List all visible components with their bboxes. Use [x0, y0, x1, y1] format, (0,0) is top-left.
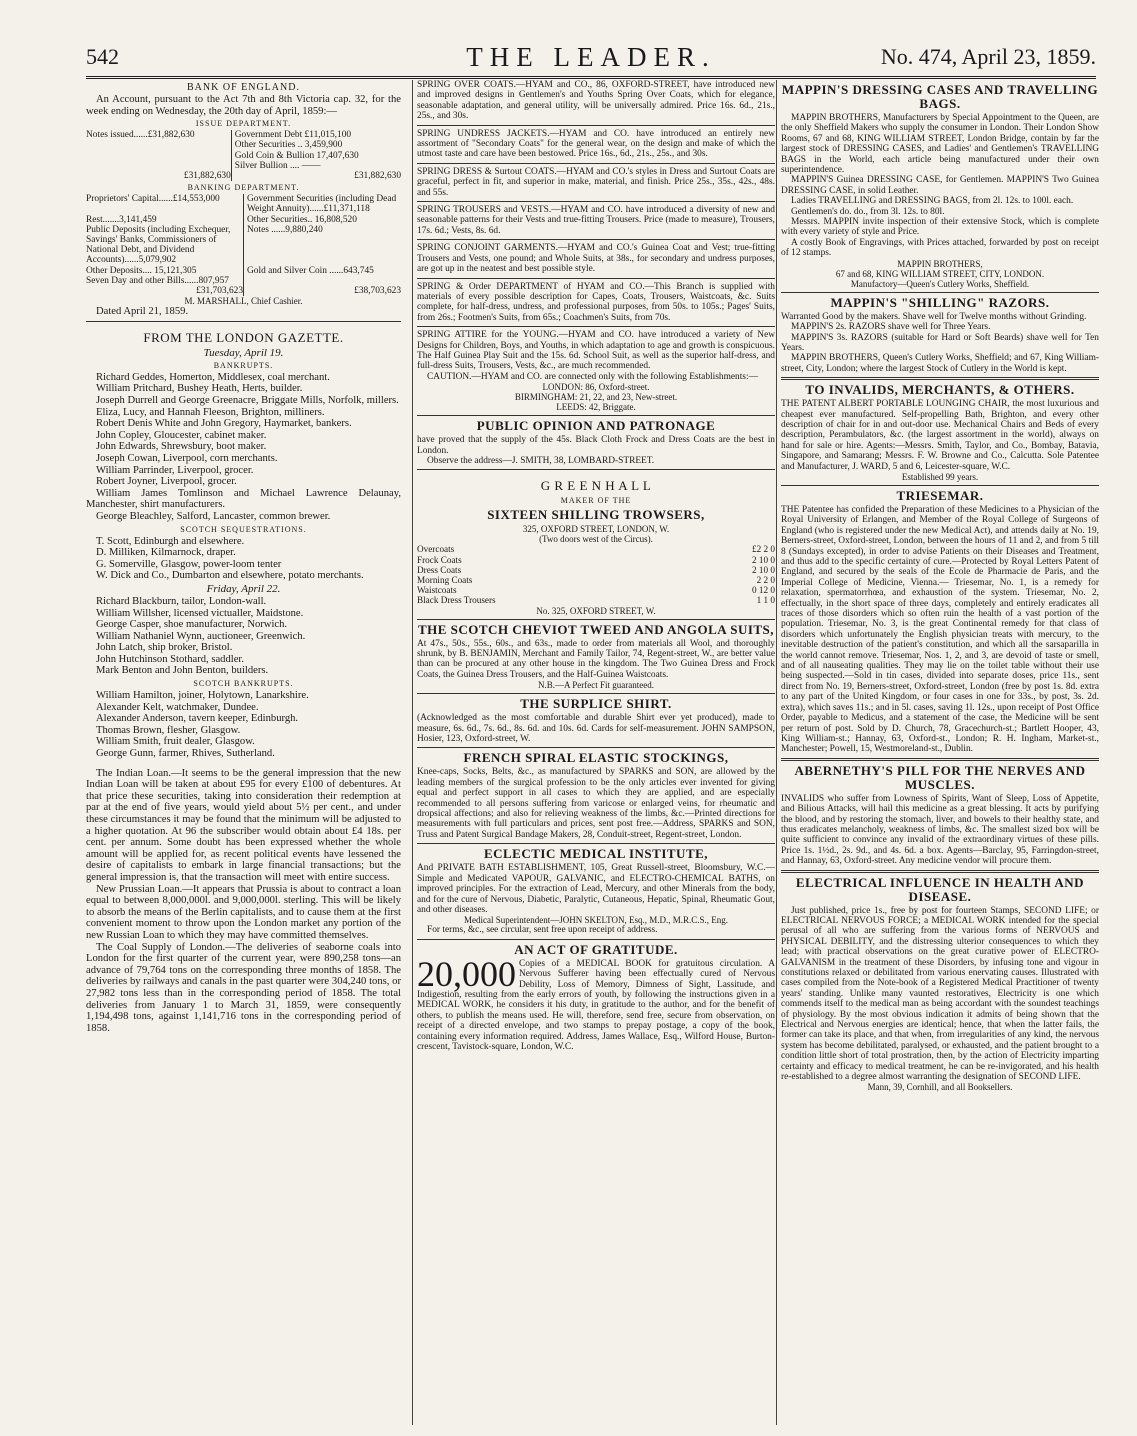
cell: Rest.......3,141,459	[86, 214, 157, 225]
eclectic-text: And PRIVATE BATH ESTABLISHMENT, 105, Great Russell-street, Bloomsbury, W.C.—Simple and Medicated VAPOUR, GALVANIC, and ELECTRO-CHEMICAL BATHS, on improved principles. For the extraction of Lead, Mercury, and other Minerals from the body, and for the cure of Nervous, Diabetic, Paralytic, Cutaneous, Hepatic, Spinal, Rheumatic Gout, and other diseases.	[417, 863, 775, 915]
table-row	[417, 565, 775, 575]
mappin-address: 67 and 68, KING WILLIAM STREET, CITY, LONDON.	[835, 268, 1045, 279]
mappin-p6: A costly Book of Engravings, with Prices attached, forwarded by post on receipt of 12 stamps.	[781, 237, 1099, 259]
invalids-text: THE PATENT ALBERT PORTABLE LOUNGING CHAIR, the most luxurious and cheapest ever manufactured. Self-propelling Bath, Brighton, and every other description of chair for in and out-door use. Mechanical Chairs and Beds of every description, Perambulators, &c. (the largest assortment in the world), always on hand for sale or hire. Agents:—Messrs. Smith, Taylor, and Co., Bombay, Batavia, Singapore, and Samarang; Messrs. F. W. Browne and Co., Calcutta. Sole Patentee and Manufacturer, J. WARD, 5 and 6, Leicester-square, W.C.	[781, 399, 1099, 472]
divider	[417, 326, 775, 327]
cell: £31,703,623	[196, 286, 243, 297]
ad-spring-dress-coats: SPRING DRESS & Surtout COATS.—HYAM and CO.'s styles in Dress and Surtout Coats are graceful, perfect in fit, and superior in make, material, and finish. Price 25s., 35s., 42s., 48s. and 55s.	[417, 166, 775, 198]
mappin-title: MAPPIN'S DRESSING CASES AND TRAVELLING BAGS.	[781, 82, 1099, 111]
electrical-title: ELECTRICAL INFLUENCE IN HEALTH AND DISEASE.	[795, 874, 1085, 904]
list-item: Eliza, Lucy, and Hannah Fleeson, Brighton, milliners.	[96, 406, 325, 418]
electrical-signature: Mann, 39, Cornhill, and all Booksellers.	[867, 1082, 1013, 1093]
table-row	[86, 276, 401, 286]
list-item: G. Somerville, Glasgow, power-loom tenter	[96, 558, 282, 570]
divider	[86, 321, 401, 322]
price-table	[417, 544, 775, 605]
ad-spring-conjoint: SPRING CONJOINT GARMENTS.—HYAM and CO.'s Guinea Coat and Vest; true-fitting Trousers and Vests, one pound; and Whole Suits, at 38s., for secondary and undress purposes, are got up in the neatest and best possible style.	[417, 243, 775, 275]
divider	[417, 747, 775, 748]
french-title: FRENCH SPIRAL ELASTIC STOCKINGS,	[463, 750, 729, 766]
list-item: Richard Blackburn, tailor, London-wall.	[96, 595, 267, 607]
table-row	[86, 161, 401, 171]
cell: Other Securities .. 3,459,900	[231, 140, 401, 150]
electrical-text: Just published, price 1s., free by post for fourteen Stamps, SECOND LIFE; or ELECTRICAL NERVOUS FORCE; a MEDICAL WORK intended for the special perusal of all who are suffering from the various forms of NERVOUS and PHYSICAL DEBILITY, and the distressing ulterior consequences to which they lead; with practical observations on the great curative power of ELECTRO-GALVANISM in the treatment of these Disorders, by infusing tone and vigour in constitutions relaxed or debilitated from various enervating causes. Illustrated with cases compiled from the Note-book of a Registered Medical Practitioner of twenty years' standing. Unlike many vaunted restoratives, Electricity is one which commends itself to the medical man as being accordant with the soundest teachings of physiology. By the most obvious indication it admits of being shown that the Electrical and Nervous energies are identical; hence, that when the latter fails, the former can take its place, and that when, from irregularities of any kind, the nervous system has become debilitated, paralysed, or exhausted, and the patient brought to a condition little short of total prostration, then, by the action of Electricity imparting certainty and efficacy to medical treatment, he can be re-invigorated, and his health re-established to a degree almost warranting the designation of SECOND LIFE.	[781, 905, 1099, 1083]
list-item: William Hamilton, joiner, Holytown, Lanarkshire.	[96, 690, 309, 702]
surplice-title: THE SURPLICE SHIRT.	[520, 696, 672, 712]
list-item: Alexander Kelt, watchmaker, Dundee.	[96, 701, 259, 713]
cell: Government Debt £11,015,100	[231, 130, 401, 140]
issue-table	[86, 130, 401, 181]
gratitude-number: 20,000	[417, 953, 516, 994]
divider	[781, 758, 1099, 761]
greenhall-name: G R E E N H A L L	[540, 478, 652, 494]
razor-p2: MAPPIN'S 2s. RAZORS shave well for Three Years.	[791, 322, 991, 333]
bank-title: BANK OF ENGLAND.	[187, 82, 300, 93]
table-row	[86, 130, 401, 140]
surplice-text: (Acknowledged as the most comfortable and durable Shirt ever yet produced), made to measure, 6s. 6d., 7s. 6d., 8s. 6d. and 10s. 6d. Cards for self-measurement. JOHN SAMPSON, Hosier, 123, Oxford-street, W.	[417, 713, 775, 745]
triesemar-title: TRIESEMAR.	[896, 487, 984, 503]
table-row	[86, 215, 401, 225]
eclectic-superintendent: Medical Superintendent—JOHN SKELTON, Esq., M.D., M.R.C.S., Eng.	[464, 915, 728, 926]
table-row	[417, 555, 775, 565]
table-row	[86, 194, 401, 214]
cell: Overcoats	[417, 544, 455, 555]
scotch-sequestrations-label: SCOTCH SEQUESTRATIONS.	[180, 524, 307, 534]
mappin-p4: Gentlemen's do. do., from 3l. 12s. to 80l.	[791, 206, 945, 217]
list-item: William James Tomlinson and Michael Lawrence Delaunay, Manchester, shirt manufacturers.	[86, 487, 401, 511]
list-item: William Smith, fruit dealer, Glasgow.	[96, 736, 255, 748]
table-total-row	[86, 286, 401, 296]
abernethy-text: INVALIDS who suffer from Lowness of Spirits, Want of Sleep, Loss of Appetite, and Bilious Attacks, will hail this medicine as a great blessing. It acts by purifying the blood, and by restoring the stomach, liver, and bowels to their healthy state, and thus eradicates melancholy, weakness of limbs, &c. The smallest sized box will be quite sufficient to convince any invalid of the extraordinary virtues of these pills. Price 1s. 1½d., 2s. 9d., and 4s. 6d. a box. Agents—Barclay, 95, Farringdon-street, and Hannay, 63, Oxford-street. Any medicine vendor will procure them.	[781, 793, 1099, 867]
page-number: 542	[86, 44, 119, 69]
ad-spring-over-coats: SPRING OVER COATS.—HYAM and CO., 86, OXFORD-STREET, have introduced new and improved designs in Gentlemen's and Youths Spring Over Coats, which for elegance, seasonable adaptation, and general utility, will be universally admired. Price 16s. 6d., 21s., 25s., and 30s.	[417, 80, 775, 122]
bank-intro: An Account, pursuant to the Act 7th and 8th Victoria cap. 32, for the week ending on Wednesday, the 20th day of April, 1859:—	[86, 94, 401, 117]
french-text: Knee-caps, Socks, Belts, &c., as manufactured by SPARKS and SON, are allowed by the leading members of the surgical profession to be the only articles ever invented for giving equal and perfect support in all cases to which they are applied, and are especially recommended to all persons suffering from varicose or enlarged veins, for rheumatic and dropsical affections; and also for relieving weakness of the limbs, &c.—Printed directions for measurements with full particulars and prices, sent post free.—Address, SPARKS and SON, Truss and Patent Surgical Bandage Makers, 28, Conduit-street, Regent-street, London.	[417, 767, 775, 840]
cell: £2 2 0	[752, 544, 775, 555]
cell: 0 12 0	[752, 585, 775, 596]
cheviot-title: THE SCOTCH CHEVIOT TWEED AND ANGOLA SUITS,	[417, 621, 775, 637]
gazette-friday: Friday, April 22.	[206, 582, 281, 595]
list-item: D. Milliken, Kilmarnock, draper.	[96, 547, 236, 559]
cell: 1 1 0	[756, 595, 775, 606]
cheviot-nb: N.B.—A Perfect Fit guaranteed.	[538, 680, 654, 691]
ad-spring-attire-young: SPRING ATTIRE for the YOUNG.—HYAM and CO. have introduced a variety of New Designs for Children, Boys, and Youths, in which adaptation to age and growth is conspicuous. The Half Guinea Play Suit and the 15s. 6d. School Suit, as well as the superior half-dress, and full-dress Suits, Trousers, Vests, &c., are much recommended.	[417, 330, 775, 372]
sixteen-shilling-title: SIXTEEN SHILLING TROWSERS,	[487, 507, 705, 523]
dated-line: Dated April 21, 1859.	[96, 306, 189, 318]
divider	[417, 939, 775, 940]
list-item: Joseph Durrell and George Greenacre, Briggate Mills, Norfolk, millers.	[96, 395, 399, 407]
banking-table	[86, 194, 401, 296]
gazette-tuesday: Tuesday, April 19.	[203, 346, 284, 359]
list-item: Mark Benton and John Benton, builders.	[96, 665, 269, 677]
ad-spring-order-dept: SPRING & Order DEPARTMENT of HYAM and CO.—This Branch is supplied with materials of every possible description for Capes, Coats, Trousers, Waistcoats, &c. Suits complete, for half-dress, undress, and professional purposes, from 50s. to 105s.; Pages' Suits, from 26s.; Footmen's Suits, from 65s.; Coachmen's Suits, from 70s.	[417, 281, 775, 323]
list-item: Thomas Brown, flesher, Glasgow.	[96, 724, 241, 736]
column-1	[86, 80, 401, 1425]
list-item: John Edwards, Shrewsbury, boot maker.	[96, 441, 267, 453]
cell: Gold Coin & Bullion 17,407,630	[231, 151, 401, 161]
list-item: T. Scott, Edinburgh and elsewhere.	[96, 535, 245, 547]
caution-text: CAUTION.—HYAM and CO. are connected only with the following Establishments:—	[427, 371, 758, 382]
table-row	[86, 266, 401, 276]
opinion-title: PUBLIC OPINION AND PATRONAGE	[476, 418, 716, 434]
table-total-row	[86, 171, 401, 181]
gratitude-title: AN ACT OF GRATITUDE.	[514, 941, 678, 957]
cell: Gold and Silver Coin ......643,745	[244, 266, 402, 276]
table-row	[417, 585, 775, 595]
opinion-address: Observe the address—J. SMITH, 38, LOMBARD-STREET.	[427, 455, 655, 466]
scotch-bankrupts-label: SCOTCH BANKRUPTS.	[193, 679, 294, 689]
cell: £31,882,630	[231, 171, 401, 181]
ad-spring-undress-jackets: SPRING UNDRESS JACKETS.—HYAM and CO. have introduced an entirely new assortment of "Secondary Coats" for the general wear, on the design and make of which the utmost taste and care have been bestowed. Price 16s., 6d., 21s., 25s., and 30s.	[417, 128, 775, 160]
divider	[781, 485, 1099, 486]
cell: Government Securities (including Dead Weight Annuity)......£11,371,118	[244, 194, 402, 214]
bankrupts-label: BANKRUPTS.	[213, 360, 274, 370]
cell: Waistcoats	[417, 585, 457, 596]
invalids-title: TO INVALIDS, MERCHANTS, & OTHERS.	[805, 382, 1075, 398]
cell: Other Deposits.... 15,121,305	[86, 265, 197, 276]
cell	[244, 276, 402, 286]
indian-loan-article: The Indian Loan.—It seems to be the general impression that the new Indian Loan will be taken at about £95 for every £100 of debentures. At that price these securities, taking into consideration their redemption at par at the end of five years, would yield about 5½ per cent., and under these circumstances it may be found that the minimum will be adjusted to a higher quotation. At 96 the subscriber would obtain about £4 18s. per cent. per annum. Some doubt has been expressed whether the whole amount will be applied for, as recent political events have lessened the desire of capitalists to embark in large financial transactions; but the general impression is, that the transaction will meet with entire success.	[86, 767, 401, 883]
cell: Frock Coats	[417, 554, 462, 565]
list-item: John Hutchinson Stothard, saddler.	[96, 653, 245, 665]
list-item: Alexander Anderson, tavern keeper, Edinburgh.	[96, 713, 299, 725]
mappin-signature: MAPPIN BROTHERS,	[897, 258, 983, 269]
cell: Seven Day and other Bills......807,957	[86, 275, 229, 286]
cell	[86, 151, 231, 161]
table-row	[417, 575, 775, 585]
eclectic-terms: For terms, &c., see circular, sent free upon receipt of address.	[427, 925, 658, 936]
list-item: William Pritchard, Bushey Heath, Herts, builder.	[96, 383, 303, 395]
divider	[417, 415, 775, 416]
list-item: Joseph Cowan, Liverpool, corn merchants.	[96, 452, 278, 464]
cell: Silver Bullion .... ——	[231, 161, 401, 171]
issue-date: No. 474, April 23, 1859.	[880, 44, 1096, 69]
masthead-title: THE LEADER.	[466, 42, 716, 72]
eclectic-title: ECLECTIC MEDICAL INSTITUTE,	[483, 846, 709, 862]
opinion-text: have proved that the supply of the 45s. Black Cloth Frock and Dress Coats are the best in London.	[417, 435, 775, 456]
list-item: John Copley, Gloucester, cabinet maker.	[96, 429, 267, 441]
cell: Notes ......9,880,240	[244, 225, 402, 266]
cell: Public Deposits (including Exchequer, Savings' Banks, Commissioners of National Debt, and Dividend Accounts)......5,079,902	[86, 224, 231, 266]
divider	[417, 619, 775, 620]
mappin-works: Manufactory—Queen's Cutlery Works, Sheffield.	[850, 278, 1030, 289]
gratitude-text: Copies of a MEDICAL BOOK for gratuitous circulation. A Nervous Sufferer having been effectually cured of Nervous Debility, Loss of Memory, Dimness of Sight, Lassitude, and Indigestion, resulting from the early errors of youth, by following the instructions given in a MEDICAL WORK, he considers it his duty, in gratitude to the author, and for the benefit of others, to publish the means used. He will, therefore, send free, secure from observation, on receipt of a directed envelope, and two stamps to prepay postage, a copy of the book, containing every information required. Address, James Wallace, Esq., Wilford House, Burton-crescent, Tavistock-square, London, W.C.	[417, 958, 775, 1052]
table-row	[417, 544, 775, 554]
maker-label: MAKER OF THE	[560, 496, 632, 506]
divider	[417, 693, 775, 694]
list-item: Robert Denis White and John Gregory, Haymarket, bankers.	[96, 418, 352, 430]
banking-dept-label: BANKING DEPARTMENT.	[187, 183, 300, 193]
list-item: Richard Geddes, Homerton, Middlesex, coal merchant.	[96, 371, 330, 383]
divider	[417, 125, 775, 126]
divider	[417, 239, 775, 240]
list-item: William Willsher, licensed victualler, Maidstone.	[96, 607, 304, 619]
list-item: W. Dick and Co., Dumbarton and elsewhere, potato merchants.	[96, 570, 364, 582]
mappin-p2: MAPPIN'S Guinea DRESSING CASE, for Gentlemen. MAPPIN'S Two Guinea DRESSING CASE, in solid Leather.	[781, 175, 1099, 196]
cell: £38,703,623	[244, 286, 402, 296]
column-3	[776, 80, 1099, 1425]
divider	[781, 870, 1099, 873]
cell: 2 10 0	[752, 564, 775, 575]
establishment-birmingham: BIRMINGHAM: 21, 22, and 23, New-street.	[514, 392, 678, 403]
coal-supply-article: The Coal Supply of London.—The deliveries of seaborne coals into London for the first quarter of the current year, were 890,258 tons—an advance of 79,764 tons on the corresponding three months of 1858. The deliveries by railways and canals in the past quarter were 304,240 tons, or 27,982 tons less than in the corresponding period of 1858. The total deliveries from January 1 to March 31, 1859, were consequently 1,194,498 tons, against 1,141,716 tons in the corresponding period of 1858.	[86, 941, 401, 1034]
divider	[417, 163, 775, 164]
mappin-p3: Ladies TRAVELLING and DRESSING BAGS, from 2l. 12s. to 100l. each.	[791, 196, 1074, 207]
table-row	[86, 140, 401, 150]
divider	[417, 843, 775, 844]
razor-p3: MAPPIN'S 3s. RAZORS (suitable for Hard or Soft Beards) shave well for Ten Years.	[781, 332, 1099, 353]
cell: Other Securities.. 16,808,520	[244, 215, 402, 225]
razor-text: Warranted Good by the makers. Shave well for Twelve months without Grinding.	[781, 311, 1087, 322]
cell	[86, 140, 231, 150]
list-item: George Gunn, farmer, Rhives, Sutherland.	[96, 748, 275, 760]
cell: Proprietors' Capital......£14,553,000	[86, 194, 220, 205]
cashier-signature: M. MARSHALL, Chief Cashier.	[184, 296, 303, 307]
table-row	[86, 225, 401, 266]
table-row	[417, 595, 775, 605]
cheviot-text: At 47s., 50s., 55s., 60s., and 63s., made to order from materials all Wool, and thoroughly shrunk, by B. BENJAMIN, Merchant and Family Tailor, 74, Regent-street, W., are better value than can be procured at any other house in the kingdom. The Two Guinea Dress and Frock Coats, the Guinea Dress Trousers, and the Half-Guinea Waistcoats.	[417, 638, 775, 680]
list-item: George Casper, shoe manufacturer, Norwich.	[96, 619, 288, 631]
prussian-loan-article: New Prussian Loan.—It appears that Prussia is about to contract a loan equal to between 8,000,000l. and 9,000,000l. sterling. This will be likely to absorb the means of the Berlin capitalists, and to cause them at the first convenient moment to throw upon the London market any portion of the new Russian Loan to which they may have committed themselves.	[86, 883, 401, 941]
list-item: Robert Joyner, Liverpool, grocer.	[96, 476, 237, 488]
razor-p4: MAPPIN BROTHERS, Queen's Cutlery Works, Sheffield; and 67, King William-street, City, London; where the largest Stock of Cutlery in the World is kept.	[781, 353, 1099, 374]
list-item: William Nathaniel Wynn, auctioneer, Greenwich.	[96, 630, 306, 642]
cell: 2 2 0	[756, 574, 775, 585]
triesemar-text: THE Patentee has confided the Preparation of these Medicines to a Physician of the Royal University of Erlangen, and Member of the Royal College of Surgeons of England (who is registered under the new Medical Act), and attends daily at No. 19, Berners-street, Oxford-street, London, between the hours of 11 and 2, and from 5 till 8 (Sundays excepted), in order to advise Patients on their Diseases and Treatment, and thus add to the specific certainty of cure.—Protected by Royal Letters Patent of England, and secured by the seals of the Ecole de Pharmacie de Paris, and the Imperial College of Medicine, Vienna.— Triesemar, No. 1, is a remedy for relaxation, spermatorrhœa, and exhaustion of the system. Triesemar, No. 2, effectually, in the short space of three days, completely and entirely eradicates all traces of those disorders which so often ruin the health of a vast portion of the population. Triesemar, No. 3, is the great Continental remedy for that class of disorders which unfortunately the English physician treats with mercury, to the inevitable destruction of the patient's constitution, and which all the sarsaparilla in the world cannot remove. Triesemar, Nos. 1, 2, and 3, are devoid of taste or smell, and of all nauseating qualities. They may lie on the toilet table without their use being suspected.—Sold in tin cases, divided into separate doses, price 11s., sent direct from No. 19, Berners-street, Oxford-street, London (free by post 1s. 8d. extra to any part of the United Kingdom, or four cases in one for 33s., by post, 3s. 2d. extra), which saves 11s.; and in 5l. cases, saving 1l. 12s., upon receipt of Post Office Order, payable to Medicus, and a statement of the case, the Medicine will be sent per return of post. Sold by D. Church, 78, Gracechurch-st.; Bartlett Hooper, 43, King William-st.; Hannay, 63, Oxford-st., London; R. H. Ingham, Market-st., Manchester; Powell, 15, Westmoreland-st., Dublin.	[781, 504, 1099, 755]
divider	[781, 377, 1099, 380]
establishment-leeds: LEEDS: 42, Briggate.	[556, 402, 636, 413]
page-header	[86, 40, 1096, 79]
divider	[417, 201, 775, 202]
cell: Dress Coats	[417, 564, 462, 575]
razor-title: MAPPIN'S "SHILLING" RAZORS.	[830, 294, 1050, 310]
cell: Morning Coats	[417, 574, 473, 585]
abernethy-title: ABERNETHY'S PILL FOR THE NERVES AND MUSCLES.	[794, 762, 1086, 792]
cell: Notes issued......£31,882,630	[86, 130, 195, 141]
greenhall-doors: (Two doors west of the Circus).	[539, 534, 653, 545]
ad-spring-trousers: SPRING TROUSERS and VESTS.—HYAM and CO. have introduced a diversity of new and seasonable patterns for their Vests and true-fitting Trousers. Price (made to measure), Trousers, 17s. 6d.; Vests, 8s. 6d.	[417, 205, 775, 236]
list-item: George Bleachley, Salford, Lancaster, common brewer.	[96, 510, 331, 522]
cell	[86, 161, 231, 171]
cell: 2 10 0	[752, 554, 775, 565]
gazette-title: FROM THE LONDON GAZETTE.	[143, 329, 344, 345]
divider	[417, 278, 775, 279]
column-2	[412, 80, 775, 1425]
divider	[781, 292, 1099, 293]
invalids-established: Established 99 years.	[901, 471, 979, 482]
list-item: John Latch, ship broker, Bristol.	[96, 642, 233, 654]
greenhall-footer: No. 325, OXFORD STREET, W.	[536, 605, 656, 616]
divider	[417, 469, 775, 470]
establishment-london: LONDON: 86, Oxford-street.	[542, 382, 650, 393]
mappin-p5: Messrs. MAPPIN invite inspection of their extensive Stock, which is complete with every variety of style and Price.	[781, 217, 1099, 238]
cell: £31,882,630	[183, 171, 231, 181]
mappin-text: MAPPIN BROTHERS, Manufacturers by Special Appointment to the Queen, are the only Sheffield Makers who supply the consumer in London. Their London Show Rooms, 67 and 68, KING WILLIAM STREET, London Bridge, contain by far the largest stock of DRESSING CASES, and Ladies' and Gentlemen's TRAVELLING BAGS in the World, each article being manufactured under their own superintendence.	[781, 113, 1099, 176]
greenhall-address: 325, OXFORD STREET, LONDON, W.	[522, 524, 670, 535]
cell: Black Dress Trousers	[417, 595, 496, 606]
list-item: William Parrinder, Liverpool, grocer.	[96, 464, 254, 476]
issue-dept-label: ISSUE DEPARTMENT.	[195, 119, 292, 129]
table-row	[86, 151, 401, 161]
